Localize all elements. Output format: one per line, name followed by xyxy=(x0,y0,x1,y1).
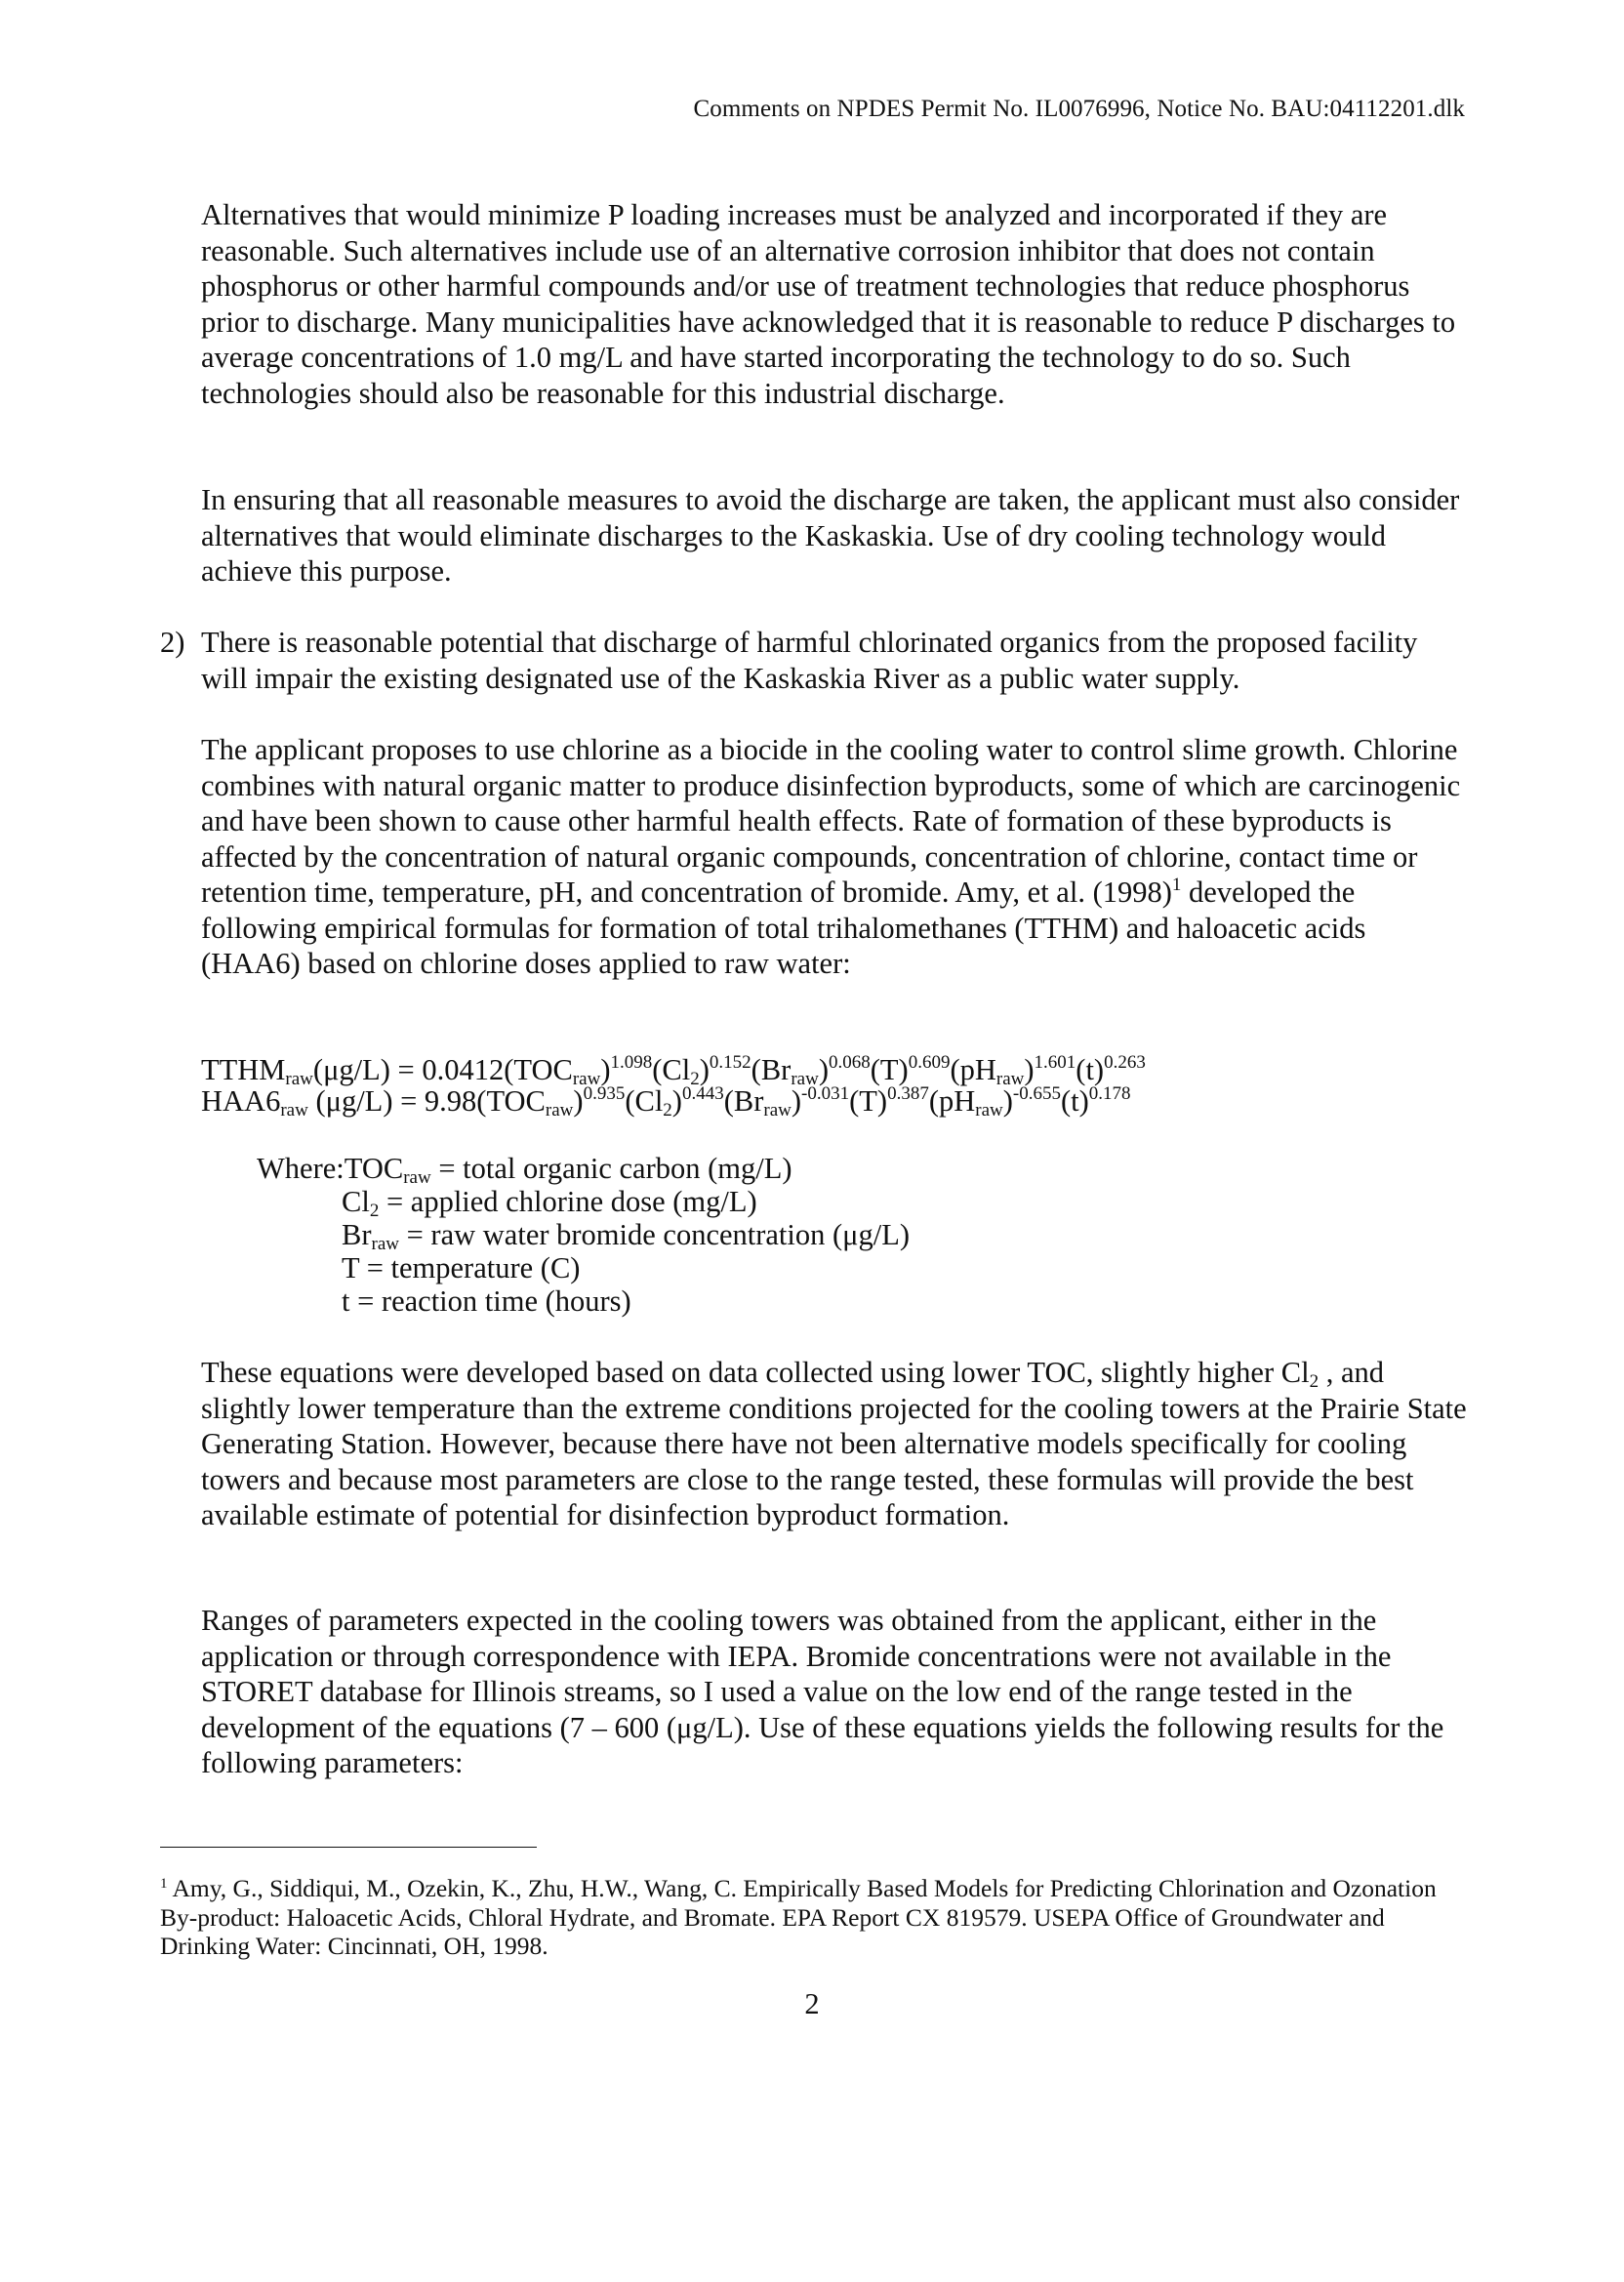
paragraph-dry-cooling: In ensuring that all reasonable measures to avoid the discharge are taken, the applicant must also consider alternatives that would eliminate discharges to the Kaskaskia. Use of dry cooling technology would achieve this purpose. xyxy=(201,483,1460,588)
paragraph-parameter-ranges: Ranges of parameters expected in the cooling towers was obtained from the applicant, either in the application or through correspondence with IEPA. Bromide concentrations were not available in the STORET database for Illinois streams, so I used a value on the low end of the range tested in the development of the equations (7 – 600 (μg/L). Use of these equations yields the following results for the following parameters: xyxy=(201,1604,1444,1779)
paragraph-alternatives: Alternatives that would minimize P loading increases must be analyzed and incorporated if they are reasonable. Such alternatives include use of an alternative corrosion inhibitor that does not contain phosphorus or other harmful compounds and/or use of treatment technologies that reduce phosphorus prior to discharge. Many municipalities have acknowledged that it is reasonable to reduce P discharges to average concentrations of 1.0 mg/L and have started incorporating the technology to do so. Such technologies should also be reasonable for this industrial discharge. xyxy=(201,198,1456,410)
where-cl-line: $Cl_2$ = applied chlorine dose (mg/L) xyxy=(342,1185,757,1221)
where-toc-line: $Where:TOC_{raw}$ = total organic carbon (mg/L) xyxy=(257,1152,792,1188)
footnote-reference: 1 xyxy=(1171,875,1182,895)
formula-haa6: $HAA6_{raw}$ $(\mu g/L) = 9.98(TOC_{raw})^{0.935}(Cl_2)^{0.443}(Br_{raw})^{-0.031}(T)^{0.387}(pH_{raw})^{-0.655}(t)^{0.178}$ xyxy=(201,1083,1131,1121)
footnote-number: 1 xyxy=(160,1876,168,1892)
where-reaction-time-line: t = reaction time (hours) xyxy=(342,1284,631,1318)
list-item-chlorinated-organics: There is reasonable potential that discharge of harmful chlorinated organics from the proposed facility will impair the existing designated use of the Kaskaskia River as a public water supply. xyxy=(201,626,1418,695)
where-temperature-line: T = temperature (C) xyxy=(342,1251,581,1284)
list-item-number: 2) xyxy=(160,626,185,659)
page-number: 2 xyxy=(804,1987,820,2020)
paragraph-chlorine-biocide: The applicant proposes to use chlorine as a biocide in the cooling water to control slime growth. Chlorine combines with natural organic matter to produce disinfection byproducts, some of which are carcinogenic and have been shown to cause other harmful health effects. Rate of formation of these byproducts is affected by the concentration of natural organic compounds, concentration of chlorine, contact time or retention time, temperature, pH, and concentration of bromide. Amy, et al. $(1998)^1$ developed the following empirical formulas for formation of total trihalomethanes (TTHM) and haloacetic acids (HAA6) based on chlorine doses applied to raw water: xyxy=(201,733,1461,980)
paragraph-equation-limitations: These equations were developed based on data collected using lower TOC, slightly higher $Cl_2$ , and slightly lower temperature than the extreme conditions projected for the cooling towers at the Prairie State Generating Station. However, because there have not been alternative models specifically for cooling towers and because most parameters are close to the range tested, these formulas will provide the best available estimate of potential for disinfection byproduct formation. xyxy=(201,1356,1467,1531)
where-label: Where: xyxy=(257,1152,345,1185)
footnote-divider xyxy=(160,1847,537,1848)
document-header: Comments on NPDES Permit No. IL0076996, Notice No. BAU:04112201.dlk xyxy=(693,96,1465,122)
footnote: $^1$ Amy, G., Siddiqui, M., Ozekin, K., Zhu, H.W., Wang, C. Empirically Based Models for Predicting Chlorination and Ozonation By-product: Haloacetic Acids, Chloral Hydrate, and Bromate. EPA Report CX 819579. USEPA Office of Groundwater and Drinking Water: Cincinnati, OH, 1998. xyxy=(160,1874,1437,1960)
formula-tthm: $TTHM_{raw}(\mu g/L) = 0.0412(TOC_{raw})^{1.098}(Cl_2)^{0.152}(Br_{raw})^{0.068}(T)^{0.609}(pH_{raw})^{1.601}(t)^{0.263}$ xyxy=(201,1052,1146,1089)
where-br-line: $Br_{raw}$ = raw water bromide concentration (μg/L) xyxy=(342,1218,911,1254)
